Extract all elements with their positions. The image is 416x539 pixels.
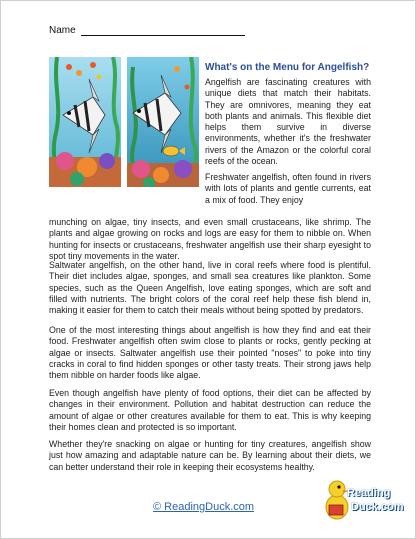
angelfish-illustration bbox=[49, 57, 199, 187]
name-label: Name bbox=[49, 25, 76, 36]
paragraph-conclusion: Whether they're snacking on algae or hunting for tiny creatures, angelfish show just how amazing and adaptable nature can be. By learning about their diets, we can better understand their role in keeping their ecosystems healthy. bbox=[49, 439, 371, 472]
worksheet-title: What's on the Menu for Angelfish? bbox=[205, 62, 370, 73]
paragraph-intro: Angelfish are fascinating creatures with unique diets that match their habitats. They are omnivores, meaning they eat both plants and animals. This flexible diet helps them survive in diverse environments, whether it's the freshwater rivers of the Amazon or the colorful coral reefs of the ocean. bbox=[205, 77, 371, 167]
intro-column bbox=[205, 77, 371, 171]
paragraph-feeding: One of the most interesting things about angelfish is how they find and eat their food. Freshwater angelfish often swim close to plants or rocks, gently pecking at algae or insects. Saltwater angelfish use their pointed "noses" to poke into tiny cracks in coral to find hidden sponges or other tasty treats. Their strong jaws help them nibble on harder foods like algae. bbox=[49, 325, 371, 381]
name-field[interactable] bbox=[49, 25, 245, 36]
paragraph-freshwater-cont: munching on algae, tiny insects, and even small crustaceans, like shrimp. The plants and algae growing on rocks and logs are easy for them to nibble on. When hunting for insects or crustaceans, freshwater angelfish use their sharp eyesight to spot tiny movements in the water. bbox=[49, 217, 371, 261]
paragraph-freshwater-start: Freshwater angelfish, often found in rivers with lots of plants and gentle currents, eat a mix of food. They enjoy bbox=[205, 172, 371, 205]
logo-text-duck: Duck.com bbox=[351, 501, 404, 513]
name-underline[interactable] bbox=[81, 26, 245, 36]
paragraph-saltwater: Saltwater angelfish, on the other hand, live in coral reefs where food is plentiful. Their diet includes algae, sponges, and small sea creatures like plankton. Some species, such as the Queen Angelfish, love eating sponges, which are soft and filled with nutrients. The bright colors of the coral reef help these fish blend in, making it easier for them to catch their meals without being spotted by predators. bbox=[49, 260, 371, 316]
paragraph-environment: Even though angelfish have plenty of food options, their diet can be affected by changes in their environment. Pollution and habitat destruction can reduce the amount of algae or other creatures available for them to eat. This is why keeping their homes clean and protected is so important. bbox=[49, 388, 371, 432]
readingduck-logo[interactable] bbox=[323, 471, 404, 526]
readingduck-link[interactable]: © ReadingDuck.com bbox=[153, 501, 255, 513]
logo-text-reading: Reading bbox=[347, 487, 391, 499]
